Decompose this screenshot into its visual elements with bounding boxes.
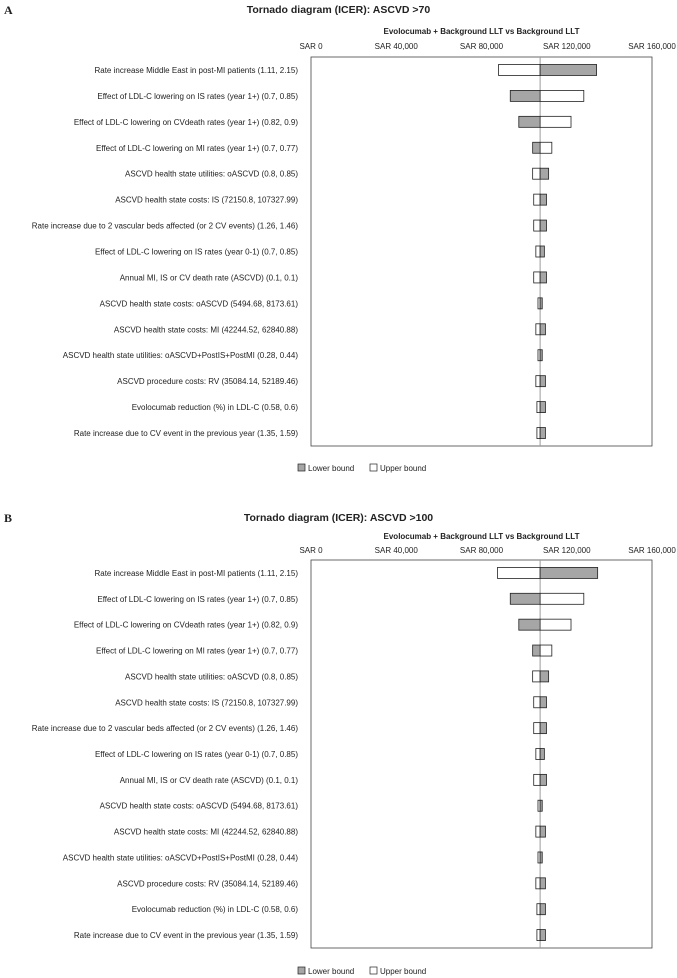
upper-bound-bar (540, 645, 552, 656)
lower-bound-bar (540, 64, 596, 75)
category-label: Annual MI, IS or CV death rate (ASCVD) (0.1, 0.1) (119, 775, 298, 785)
lower-bound-bar (519, 116, 540, 127)
lower-bound-bar (540, 350, 542, 361)
legend-label-upper: Upper bound (380, 967, 427, 976)
lower-bound-bar (540, 723, 546, 734)
category-label: ASCVD health state costs: oASCVD (5494.68, 8173.61) (99, 299, 298, 309)
upper-bound-bar (534, 697, 540, 708)
lower-bound-bar (540, 878, 545, 889)
category-label: ASCVD procedure costs: RV (35084.14, 52189.46) (117, 377, 298, 387)
legend-swatch-lower (298, 464, 305, 471)
category-label: Effect of LDL-C lowering on MI rates (year 1+) (0.7, 0.77) (96, 646, 298, 656)
category-label: Rate increase due to 2 vascular beds affected (or 2 CV events) (1.26, 1.46) (31, 724, 298, 734)
upper-bound-bar (540, 142, 552, 153)
lower-bound-bar (540, 376, 545, 387)
lower-bound-bar (540, 852, 542, 863)
plot-frame (311, 57, 652, 446)
upper-bound-bar (540, 90, 584, 101)
x-tick-label: SAR 40,000 (374, 42, 418, 51)
x-tick-label: SAR 0 (299, 546, 323, 555)
x-tick-label: SAR 40,000 (374, 546, 418, 555)
category-label: Effect of LDL-C lowering on IS rates (year 0-1) (0.7, 0.85) (94, 247, 298, 257)
category-label: Evolocumab reduction (%) in LDL-C (0.58, 0.6) (131, 905, 298, 915)
upper-bound-bar (534, 220, 540, 231)
panel-letter: A (4, 3, 13, 17)
upper-bound-bar (540, 619, 571, 630)
upper-bound-bar (540, 593, 584, 604)
panel-letter: B (4, 511, 13, 525)
category-label: ASCVD health state costs: MI (42244.52, 62840.88) (113, 325, 298, 335)
lower-bound-bar (540, 298, 542, 309)
lower-bound-bar (510, 593, 540, 604)
upper-bound-bar (534, 723, 540, 734)
tornado-chart-b (0, 508, 677, 978)
category-label: Rate increase due to CV event in the previous year (1.35, 1.59) (73, 429, 298, 439)
chart-subtitle: Evolocumab + Background LLT vs Background LLT (383, 27, 580, 36)
lower-bound-bar (540, 930, 545, 941)
upper-bound-bar (534, 774, 540, 785)
upper-bound-bar (537, 402, 540, 413)
category-label: Effect of LDL-C lowering on CVdeath rates (year 1+) (0.82, 0.9) (73, 620, 298, 630)
category-label: Effect of LDL-C lowering on IS rates (year 0-1) (0.7, 0.85) (94, 750, 298, 759)
lower-bound-bar (540, 904, 545, 915)
upper-bound-bar (536, 246, 540, 257)
upper-bound-bar (536, 826, 540, 837)
lower-bound-bar (540, 194, 546, 205)
legend-label-lower: Lower bound (308, 464, 355, 473)
category-label: ASCVD health state costs: IS (72150.8, 107327.99) (115, 195, 298, 205)
lower-bound-bar (540, 800, 542, 811)
category-label: ASCVD health state utilities: oASCVD (0.8, 0.85) (125, 672, 298, 682)
lower-bound-bar (540, 246, 544, 257)
category-label: Effect of LDL-C lowering on MI rates (year 1+) (0.7, 0.77) (96, 143, 298, 153)
upper-bound-bar (534, 272, 540, 283)
chart-subtitle: Evolocumab + Background LLT vs Background LLT (383, 532, 580, 541)
lower-bound-bar (533, 142, 540, 153)
upper-bound-bar (536, 878, 540, 889)
category-label: Effect of LDL-C lowering on IS rates (year 1+) (0.7, 0.85) (97, 91, 298, 101)
upper-bound-bar (537, 904, 540, 915)
category-label: ASCVD health state utilities: oASCVD+PostIS+PostMI (0.28, 0.44) (62, 351, 298, 361)
lower-bound-bar (533, 645, 540, 656)
lower-bound-bar (510, 90, 540, 101)
lower-bound-bar (540, 272, 546, 283)
legend-label-upper: Upper bound (380, 464, 427, 473)
x-tick-label: SAR 80,000 (459, 42, 504, 51)
category-label: Rate increase due to CV event in the previous year (1.35, 1.59) (73, 931, 298, 941)
upper-bound-bar (534, 194, 540, 205)
upper-bound-bar (537, 428, 540, 439)
category-label: ASCVD health state costs: IS (72150.8, 107327.99) (115, 698, 298, 708)
lower-bound-bar (540, 567, 598, 578)
x-tick-label: SAR 120,000 (542, 546, 591, 555)
legend-swatch-lower (298, 967, 305, 974)
x-tick-label: SAR 120,000 (542, 42, 591, 51)
upper-bound-bar (540, 116, 571, 127)
upper-bound-bar (499, 64, 541, 75)
panel-b (0, 508, 677, 978)
lower-bound-bar (540, 168, 549, 179)
lower-bound-bar (519, 619, 540, 630)
legend-swatch-upper (370, 464, 377, 471)
lower-bound-bar (540, 697, 546, 708)
x-tick-label: SAR 160,000 (628, 42, 676, 51)
upper-bound-bar (497, 567, 540, 578)
category-label: Effect of LDL-C lowering on IS rates (year 1+) (0.7, 0.85) (97, 594, 298, 604)
category-label: Annual MI, IS or CV death rate (ASCVD) (0.1, 0.1) (119, 273, 298, 283)
plot-frame (311, 560, 652, 948)
upper-bound-bar (536, 324, 540, 335)
upper-bound-bar (533, 168, 540, 179)
x-tick-label: SAR 0 (299, 42, 323, 51)
category-label: ASCVD health state costs: MI (42244.52, 62840.88) (113, 827, 298, 837)
x-tick-label: SAR 80,000 (459, 546, 504, 555)
chart-title: Tornado diagram (ICER): ASCVD >100 (243, 512, 434, 524)
category-label: ASCVD health state costs: oASCVD (5494.68, 8173.61) (99, 801, 298, 811)
lower-bound-bar (540, 749, 544, 760)
x-tick-label: SAR 160,000 (628, 546, 676, 555)
lower-bound-bar (540, 220, 546, 231)
lower-bound-bar (540, 774, 546, 785)
category-label: ASCVD health state utilities: oASCVD+PostIS+PostMI (0.28, 0.44) (62, 853, 298, 863)
lower-bound-bar (540, 402, 545, 413)
upper-bound-bar (537, 930, 540, 941)
lower-bound-bar (540, 324, 545, 335)
chart-title: Tornado diagram (ICER): ASCVD >70 (246, 4, 431, 16)
legend-swatch-upper (370, 967, 377, 974)
upper-bound-bar (536, 376, 540, 387)
category-label: Rate increase Middle East in post-MI patients (1.11, 2.15) (94, 65, 298, 75)
legend-label-lower: Lower bound (308, 967, 355, 976)
upper-bound-bar (533, 671, 540, 682)
lower-bound-bar (540, 826, 545, 837)
category-label: ASCVD health state utilities: oASCVD (0.8, 0.85) (125, 169, 298, 179)
category-label: Evolocumab reduction (%) in LDL-C (0.58, 0.6) (131, 403, 298, 413)
category-label: Rate increase Middle East in post-MI patients (1.11, 2.15) (94, 568, 298, 578)
category-label: Rate increase due to 2 vascular beds affected (or 2 CV events) (1.26, 1.46) (31, 221, 298, 231)
category-label: Effect of LDL-C lowering on CVdeath rates (year 1+) (0.82, 0.9) (73, 117, 298, 127)
lower-bound-bar (540, 428, 545, 439)
lower-bound-bar (540, 671, 549, 682)
category-label: ASCVD procedure costs: RV (35084.14, 52189.46) (117, 879, 298, 889)
upper-bound-bar (536, 749, 540, 760)
